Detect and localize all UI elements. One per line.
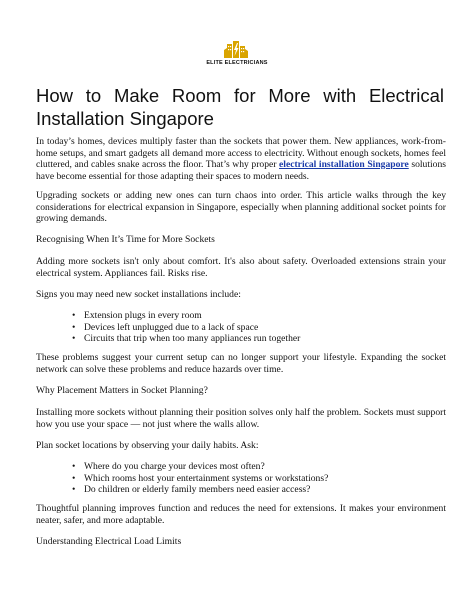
questions-list — [72, 461, 432, 496]
paragraph-problems: These problems suggest your current setup can no longer support your lifestyle. Expanding the socket network can solve these problems and reduce hazards over time. — [36, 352, 446, 375]
paragraph-plan: Plan socket locations by observing your daily habits. Ask: — [36, 440, 259, 451]
signs-list — [72, 310, 432, 345]
section-heading-load-limits: Understanding Electrical Load Limits — [36, 536, 182, 547]
list-item-text: Which rooms host your entertainment systems or workstations? — [84, 472, 329, 484]
list-item — [72, 322, 432, 334]
intro-text-before-link: In today’s homes, devices multiply faster than the sockets that power them. New appliances, work-from-home setups, and smart gadgets all demand more access to electricity. Without enough sockets, homes feel cluttered, and cables snake across the floor. That’s why proper — [36, 136, 446, 170]
bullet-icon: • — [72, 484, 76, 495]
bullet-icon: • — [72, 461, 76, 472]
page-title: How to Make Room for More with Electrical Installation Singapore — [36, 85, 444, 129]
paragraph-signs: Signs you may need new socket installations include: — [36, 289, 241, 300]
list-item-text: Circuits that trip when too many appliances run together — [84, 333, 301, 344]
list-item-text: Extension plugs in every room — [84, 310, 202, 321]
intro-paragraph — [36, 136, 446, 182]
paragraph-installing: Installing more sockets without planning their position solves only half the problem. Sockets must support how you use your space — not just where the walls allow. — [36, 407, 446, 430]
list-item — [72, 473, 432, 485]
list-item — [72, 461, 432, 473]
list-item — [72, 310, 432, 322]
section-heading-placement: Why Placement Matters in Socket Planning? — [36, 385, 208, 396]
list-item-text: Where do you charge your devices most often? — [84, 461, 265, 472]
bullet-icon: • — [72, 472, 76, 484]
list-item — [72, 484, 432, 496]
list-item — [72, 333, 432, 345]
electrical-installation-link[interactable]: electrical installation Singapore — [279, 159, 409, 170]
paragraph-upgrading: Upgrading sockets or adding new ones can turn chaos into order. This article walks through the key considerations for electrical expansion in Singapore, especially when planning additional socket points for growing demands. — [36, 190, 446, 224]
bullet-icon: • — [72, 321, 76, 333]
logo-wordmark: ELITE ELECTRICIANS — [206, 60, 268, 66]
paragraph-safety: Adding more sockets isn't only about comfort. It's also about safety. Overloaded extensions strain your electrical system. Appliances fail. Risks rise. — [36, 256, 446, 279]
list-item-text: Do children or elderly family members need easier access? — [84, 484, 311, 495]
bullet-icon: • — [72, 333, 76, 344]
section-heading-recognising: Recognising When It’s Time for More Sockets — [36, 234, 215, 245]
bullet-icon: • — [72, 310, 76, 321]
list-item-text: Devices left unplugged due to a lack of space — [84, 321, 259, 333]
intro-text-after-link: solutions have become essential for those adapting their spaces to modern needs. — [36, 159, 446, 182]
paragraph-thoughtful: Thoughtful planning improves function and reduces the need for extensions. It makes your environment neater, safer, and more adaptable. — [36, 503, 446, 526]
